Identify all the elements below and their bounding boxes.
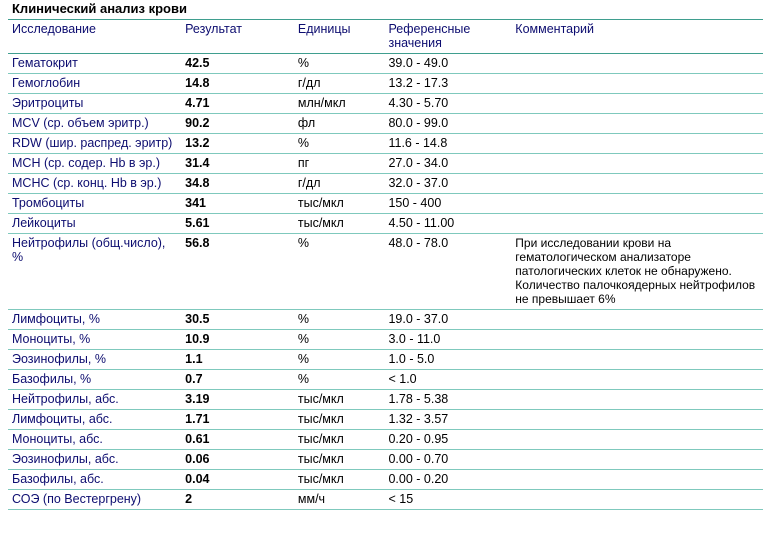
column-header-result: Результат: [181, 20, 294, 54]
row-comment: [511, 330, 763, 350]
row-units: тыс/мкл: [294, 194, 385, 214]
row-comment: [511, 470, 763, 490]
row-result: 90.2: [181, 114, 294, 134]
row-result: 5.61: [181, 214, 294, 234]
row-name: Лейкоциты: [8, 214, 181, 234]
row-result: 4.71: [181, 94, 294, 114]
row-reference: 0.20 - 0.95: [384, 430, 511, 450]
row-name: Тромбоциты: [8, 194, 181, 214]
row-units: %: [294, 310, 385, 330]
row-comment: [511, 350, 763, 370]
row-result: 0.04: [181, 470, 294, 490]
row-reference: 39.0 - 49.0: [384, 54, 511, 74]
row-result: 0.06: [181, 450, 294, 470]
row-comment: [511, 194, 763, 214]
row-reference: 32.0 - 37.0: [384, 174, 511, 194]
table-row: [8, 310, 763, 330]
row-units: %: [294, 54, 385, 74]
row-comment: [511, 134, 763, 154]
row-comment: [511, 490, 763, 510]
row-name: RDW (шир. распред. эритр): [8, 134, 181, 154]
row-name: Моноциты, %: [8, 330, 181, 350]
row-result: 1.71: [181, 410, 294, 430]
row-comment: [511, 430, 763, 450]
table-header-row: [8, 20, 763, 54]
row-result: 0.7: [181, 370, 294, 390]
row-reference: 1.78 - 5.38: [384, 390, 511, 410]
row-reference: 19.0 - 37.0: [384, 310, 511, 330]
row-units: фл: [294, 114, 385, 134]
row-result: 3.19: [181, 390, 294, 410]
row-name: Гемоглобин: [8, 74, 181, 94]
row-units: тыс/мкл: [294, 390, 385, 410]
row-comment: [511, 450, 763, 470]
row-result: 2: [181, 490, 294, 510]
row-result: 30.5: [181, 310, 294, 330]
row-name: Лимфоциты, абс.: [8, 410, 181, 430]
row-result: 341: [181, 194, 294, 214]
table-row: [8, 194, 763, 214]
row-reference: 13.2 - 17.3: [384, 74, 511, 94]
row-reference: 4.50 - 11.00: [384, 214, 511, 234]
row-name: Эозинофилы, абс.: [8, 450, 181, 470]
row-name: MCH (ср. содер. Hb в эр.): [8, 154, 181, 174]
report-title-row: [8, 0, 763, 20]
row-comment: [511, 94, 763, 114]
row-units: мм/ч: [294, 490, 385, 510]
row-name: Нейтрофилы (общ.число), %: [8, 234, 181, 310]
row-reference: 11.6 - 14.8: [384, 134, 511, 154]
row-name: Базофилы, абс.: [8, 470, 181, 490]
row-result: 56.8: [181, 234, 294, 310]
row-reference: 48.0 - 78.0: [384, 234, 511, 310]
row-reference: 0.00 - 0.20: [384, 470, 511, 490]
table-row: [8, 430, 763, 450]
row-name: MCHC (ср. конц. Hb в эр.): [8, 174, 181, 194]
row-comment: При исследовании крови на гематологическом анализаторе патологических клеток не обнаружено. Количество палочкоядерных нейтрофилов не превышает 6%: [511, 234, 763, 310]
page-title: Клинический анализ крови: [8, 0, 763, 20]
table-row: [8, 350, 763, 370]
table-row: [8, 330, 763, 350]
row-reference: < 15: [384, 490, 511, 510]
table-row: [8, 174, 763, 194]
row-name: Моноциты, абс.: [8, 430, 181, 450]
column-header-reference: [384, 20, 511, 54]
column-header-name: Исследование: [8, 20, 181, 54]
row-name: Лимфоциты, %: [8, 310, 181, 330]
row-name: Гематокрит: [8, 54, 181, 74]
row-units: млн/мкл: [294, 94, 385, 114]
row-name: Базофилы, %: [8, 370, 181, 390]
row-units: тыс/мкл: [294, 450, 385, 470]
row-comment: [511, 370, 763, 390]
row-name: Нейтрофилы, абс.: [8, 390, 181, 410]
table-row: [8, 370, 763, 390]
row-units: тыс/мкл: [294, 470, 385, 490]
column-header-units: Единицы: [294, 20, 385, 54]
row-units: %: [294, 134, 385, 154]
table-row: [8, 234, 763, 310]
column-header-reference-line1: Референсные: [388, 22, 471, 36]
row-comment: [511, 174, 763, 194]
table-row: [8, 114, 763, 134]
row-reference: 3.0 - 11.0: [384, 330, 511, 350]
table-row: [8, 94, 763, 114]
column-header-comment: Комментарий: [511, 20, 763, 54]
row-reference: 1.0 - 5.0: [384, 350, 511, 370]
row-comment: [511, 410, 763, 430]
row-units: г/дл: [294, 174, 385, 194]
row-units: г/дл: [294, 74, 385, 94]
row-units: пг: [294, 154, 385, 174]
table-row: [8, 74, 763, 94]
table-row: [8, 390, 763, 410]
row-reference: 0.00 - 0.70: [384, 450, 511, 470]
row-units: %: [294, 350, 385, 370]
row-comment: [511, 154, 763, 174]
row-result: 14.8: [181, 74, 294, 94]
row-result: 1.1: [181, 350, 294, 370]
row-result: 42.5: [181, 54, 294, 74]
column-header-reference-line2: значения: [388, 36, 442, 50]
row-name: MCV (ср. объем эритр.): [8, 114, 181, 134]
row-units: тыс/мкл: [294, 430, 385, 450]
row-reference: 4.30 - 5.70: [384, 94, 511, 114]
row-result: 13.2: [181, 134, 294, 154]
row-units: %: [294, 330, 385, 350]
blood-test-table: [8, 0, 763, 510]
table-row: [8, 154, 763, 174]
row-comment: [511, 114, 763, 134]
row-units: %: [294, 370, 385, 390]
row-result: 34.8: [181, 174, 294, 194]
row-comment: [511, 390, 763, 410]
row-name: Эритроциты: [8, 94, 181, 114]
row-result: 31.4: [181, 154, 294, 174]
row-result: 10.9: [181, 330, 294, 350]
row-comment: [511, 214, 763, 234]
row-name: Эозинофилы, %: [8, 350, 181, 370]
row-reference: 150 - 400: [384, 194, 511, 214]
row-comment: [511, 54, 763, 74]
row-comment: [511, 310, 763, 330]
table-row: [8, 450, 763, 470]
table-row: [8, 410, 763, 430]
row-reference: 27.0 - 34.0: [384, 154, 511, 174]
table-row: [8, 54, 763, 74]
row-comment: [511, 74, 763, 94]
row-units: %: [294, 234, 385, 310]
row-name: СОЭ (по Вестергрену): [8, 490, 181, 510]
table-row: [8, 214, 763, 234]
row-reference: 1.32 - 3.57: [384, 410, 511, 430]
row-reference: < 1.0: [384, 370, 511, 390]
table-row: [8, 490, 763, 510]
row-result: 0.61: [181, 430, 294, 450]
table-row: [8, 134, 763, 154]
table-row: [8, 470, 763, 490]
row-units: тыс/мкл: [294, 410, 385, 430]
row-reference: 80.0 - 99.0: [384, 114, 511, 134]
row-units: тыс/мкл: [294, 214, 385, 234]
